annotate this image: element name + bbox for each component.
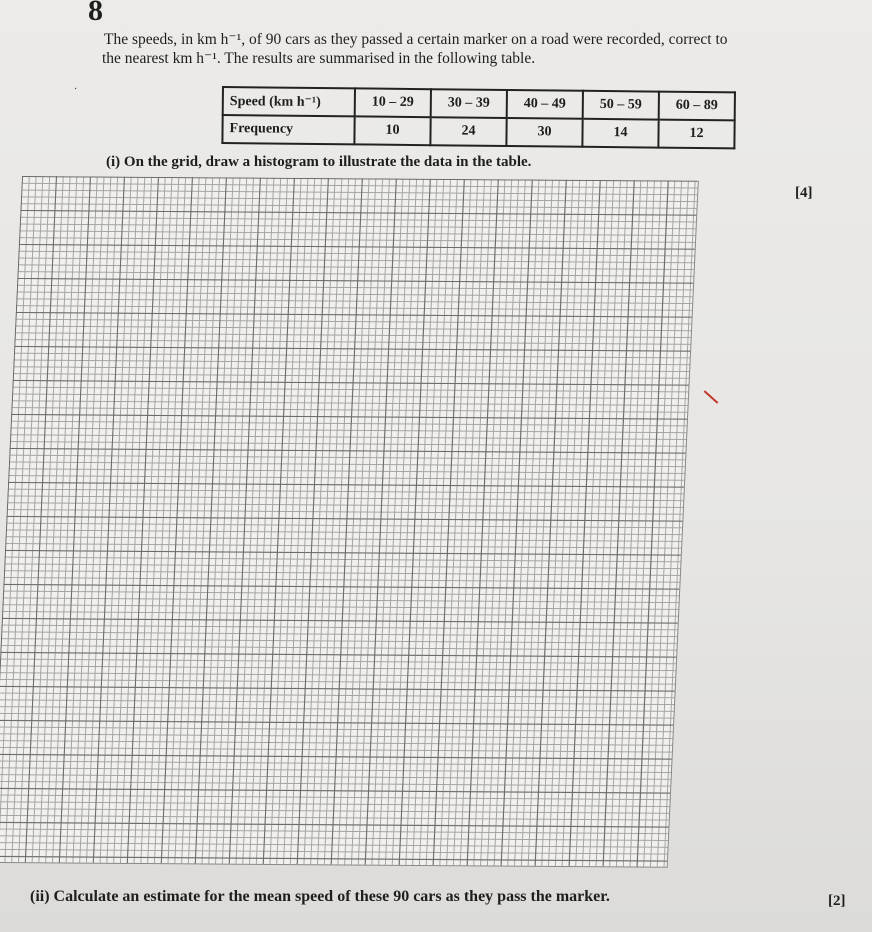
speed-cell: 50 – 59 [583, 91, 659, 120]
part-ii-instruction: (ii) Calculate an estimate for the mean speed of these 90 cars as they pass the marker. [30, 888, 610, 905]
part-i-marks: [4] [795, 185, 813, 201]
speed-cell: 40 – 49 [507, 90, 583, 119]
speed-cell: 60 – 89 [659, 92, 735, 121]
part-i-instruction: (i) On the grid, draw a histogram to illustrate the data in the table. [106, 154, 532, 170]
frequency-table [221, 86, 736, 149]
stray-mark: · [74, 84, 78, 95]
intro-line-2: the nearest km h⁻¹. The results are summarised in the following table. [102, 50, 536, 67]
frequency-cell: 12 [658, 120, 734, 149]
speed-cell: 10 – 29 [355, 88, 431, 117]
pen-mark [704, 390, 719, 404]
speed-header: Speed (km h⁻¹) [223, 87, 355, 116]
speed-cell: 30 – 39 [431, 89, 507, 118]
frequency-cell: 14 [582, 119, 658, 148]
frequency-header: Frequency [222, 115, 354, 144]
intro-line-1: The speeds, in km h⁻¹, of 90 cars as they passed a certain marker on a road were recorded, correct to [104, 31, 728, 48]
frequency-cell: 24 [430, 117, 506, 146]
frequency-cell: 10 [354, 116, 430, 145]
part-ii-marks: [2] [828, 893, 846, 909]
frequency-row [222, 115, 734, 148]
frequency-cell: 30 [506, 118, 582, 147]
question-number: 8 [88, 0, 103, 27]
graph-paper-grid[interactable] [0, 176, 699, 868]
question-intro [104, 30, 844, 68]
